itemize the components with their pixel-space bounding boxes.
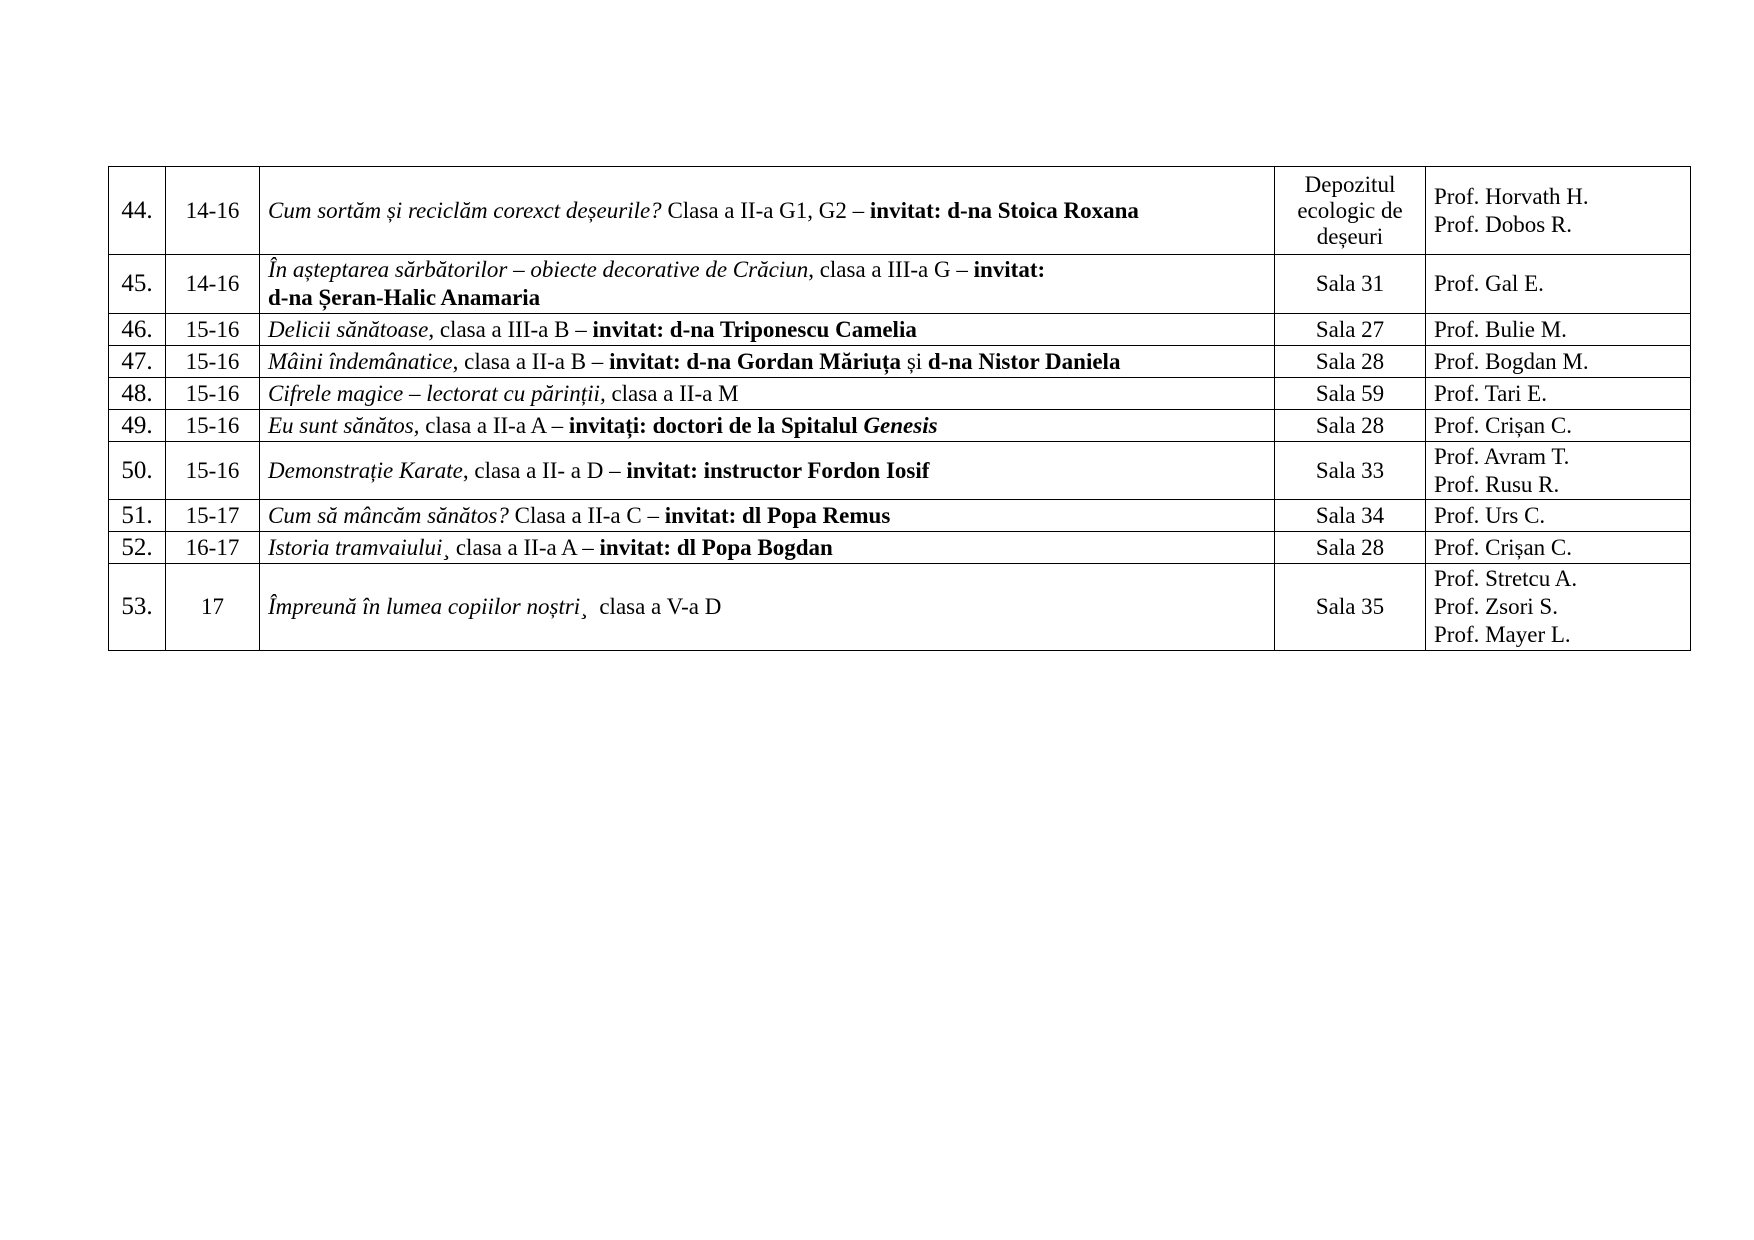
activity-title: Demonstrație Karate [268, 457, 463, 483]
room-cell [1275, 500, 1426, 532]
activity-description [260, 346, 1275, 378]
teacher-name: Prof. Dobos R. [1434, 211, 1573, 237]
room-cell [1275, 532, 1426, 564]
teacher-name: Prof. Crișan C. [1434, 534, 1572, 560]
activity-description [260, 410, 1275, 442]
class-info: , clasa a II- a D – [462, 457, 627, 483]
teacher-name: Prof. Gal E. [1434, 271, 1544, 296]
guest-label: invitați: [568, 412, 647, 438]
row-number: 49. [109, 410, 166, 442]
teacher-cell [1426, 314, 1691, 346]
teacher-name: Prof. Bulie M. [1434, 316, 1567, 342]
activity-title: Delicii sănătoase [268, 316, 429, 342]
table-row [109, 314, 1691, 346]
table-row [109, 378, 1691, 410]
table-row [109, 532, 1691, 564]
teacher-cell [1426, 564, 1691, 651]
room-line: Sala 28 [1315, 412, 1385, 438]
activity-title: Cum sortăm și reciclăm corexct deșeurile? [268, 197, 662, 223]
guest-label: invitat: [869, 197, 942, 223]
activity-description [260, 532, 1275, 564]
activity-title: Cifrele magice – lectorat cu părinții, [268, 380, 606, 406]
teacher-name: Prof. Crișan C. [1434, 412, 1572, 438]
time-slot: 15-16 [166, 442, 260, 500]
table-row [109, 167, 1691, 255]
table-row [109, 500, 1691, 532]
class-info: , clasa a III-a B – [428, 316, 593, 342]
activity-description [260, 167, 1275, 255]
guest-label: invitat: [599, 534, 672, 560]
guest-name: doctori de la Spitalul [646, 412, 864, 438]
guest-label: invitat: [973, 257, 1046, 282]
room-line: ecologic de [1297, 197, 1403, 223]
table-row [109, 346, 1691, 378]
activity-title: Cum să mâncăm sănătos? [268, 502, 509, 528]
row-number: 51. [109, 500, 166, 532]
table-row [109, 255, 1691, 314]
row-number: 50. [109, 442, 166, 500]
class-info: clasa a V-a D [587, 594, 722, 619]
row-number: 48. [109, 378, 166, 410]
guest-hospital-name: Genesis [863, 412, 938, 438]
class-info: clasa a II-a A – [419, 412, 569, 438]
guest-name: d-na Stoica Roxana [941, 197, 1139, 223]
time-slot: 17 [166, 564, 260, 651]
room-line: Depozitul [1304, 171, 1396, 197]
teacher-cell [1426, 378, 1691, 410]
teacher-cell [1426, 500, 1691, 532]
class-info: Clasa a II-a G1, G2 – [661, 197, 870, 223]
teacher-name: Prof. Stretcu A. [1434, 566, 1578, 591]
guest-name: instructor Fordon Iosif [697, 457, 930, 483]
room-line: Sala 28 [1315, 534, 1385, 560]
room-cell [1275, 255, 1426, 314]
activity-description [260, 255, 1275, 314]
room-cell [1275, 167, 1426, 255]
time-slot: 15-16 [166, 314, 260, 346]
room-line: Sala 31 [1315, 271, 1385, 296]
room-cell [1275, 410, 1426, 442]
activity-description [260, 378, 1275, 410]
guest-name-2: d-na Nistor Daniela [927, 348, 1121, 374]
guest-name: d-na Gordan Măriuța [680, 348, 902, 374]
teacher-name: Prof. Horvath H. [1434, 183, 1589, 209]
guest-name: dl Popa Bogdan [671, 534, 833, 560]
guest-connector: și [901, 348, 928, 374]
room-cell [1275, 314, 1426, 346]
teacher-name: Prof. Rusu R. [1434, 471, 1560, 497]
activity-title: În așteptarea sărbătorilor – obiecte decorative de Crăciun [268, 257, 809, 282]
teacher-cell [1426, 167, 1691, 255]
row-number: 53. [109, 564, 166, 651]
teacher-cell [1426, 255, 1691, 314]
guest-name: d-na Triponescu Camelia [664, 316, 917, 342]
time-slot: 14-16 [166, 167, 260, 255]
room-line: Sala 28 [1315, 348, 1385, 374]
room-line: Sala 34 [1315, 502, 1385, 528]
room-line: Sala 27 [1315, 316, 1385, 342]
teacher-name: Prof. Zsori S. [1434, 594, 1558, 619]
class-info: , clasa a II-a B – [452, 348, 610, 374]
activity-description [260, 564, 1275, 651]
guest-name: dl Popa Remus [736, 502, 891, 528]
room-cell [1275, 564, 1426, 651]
row-number: 52. [109, 532, 166, 564]
activity-title: Mâini îndemânatice [268, 348, 453, 374]
guest-label: invitat: [626, 457, 698, 483]
teacher-name: Prof. Bogdan M. [1434, 348, 1589, 374]
row-number: 47. [109, 346, 166, 378]
activity-schedule-table [108, 166, 1691, 651]
table-row [109, 564, 1691, 651]
row-number: 45. [109, 255, 166, 314]
time-slot: 15-17 [166, 500, 260, 532]
guest-label: invitat: [609, 348, 681, 374]
table-row [109, 442, 1691, 500]
row-number: 46. [109, 314, 166, 346]
time-slot: 14-16 [166, 255, 260, 314]
room-cell [1275, 378, 1426, 410]
teacher-name: Prof. Urs C. [1434, 502, 1546, 528]
room-cell [1275, 346, 1426, 378]
room-line: Sala 35 [1315, 594, 1385, 619]
table-row [109, 410, 1691, 442]
room-line: Sala 33 [1315, 457, 1385, 483]
teacher-name: Prof. Mayer L. [1434, 622, 1571, 647]
teacher-name: Prof. Tari E. [1434, 380, 1547, 406]
class-info: , clasa a III-a G – [808, 257, 974, 282]
class-info: clasa a II-a A – [450, 534, 600, 560]
activity-description [260, 314, 1275, 346]
activity-title: Împreună în lumea copiilor noștri¸ [268, 594, 588, 619]
guest-name: d-na Șeran-Halic Anamaria [268, 285, 541, 310]
teacher-cell [1426, 442, 1691, 500]
teacher-cell [1426, 346, 1691, 378]
teacher-cell [1426, 532, 1691, 564]
activity-description [260, 442, 1275, 500]
activity-description [260, 500, 1275, 532]
room-line: deșeuri [1316, 223, 1384, 249]
activity-title: Eu sunt sănătos, [268, 412, 420, 438]
row-number: 44. [109, 167, 166, 255]
time-slot: 16-17 [166, 532, 260, 564]
guest-label: invitat: [592, 316, 665, 342]
teacher-cell [1426, 410, 1691, 442]
teacher-name: Prof. Avram T. [1434, 443, 1570, 469]
class-info: Clasa a II-a C – [508, 502, 665, 528]
class-info: clasa a II-a M [605, 380, 739, 406]
guest-label: invitat: [664, 502, 737, 528]
time-slot: 15-16 [166, 378, 260, 410]
room-line: Sala 59 [1315, 380, 1385, 406]
time-slot: 15-16 [166, 410, 260, 442]
room-cell [1275, 442, 1426, 500]
time-slot: 15-16 [166, 346, 260, 378]
activity-title: Istoria tramvaiului¸ [268, 534, 451, 560]
